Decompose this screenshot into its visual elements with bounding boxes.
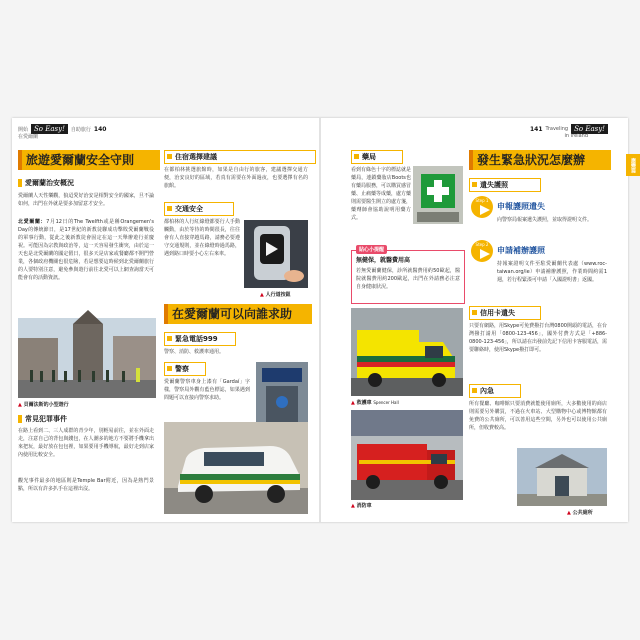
arrow-right-icon	[480, 249, 490, 259]
photo-crosswalk-button	[244, 220, 308, 288]
right-page	[321, 118, 636, 522]
photo-pharmacy-sign	[413, 166, 463, 224]
step-2-badge	[471, 240, 493, 262]
north-ireland-text: 7月12日的The Twelfth或是稱Orangemen's Day的傳統節日，是17世紀的新教徒聯成功擊敗愛爾蘭戰役的軍事行動，從此之後新教徒會固定在這一天舉辦遊行並慶祝。可能因為宗教與政治等，這一天容易發生衝突，由於這一天也是北愛爾蘭的國定假日，很多天是店家或餐廳都不開門營業，各個政府機關也很危險，若是想要這時候到北愛爾蘭旅行的人要特別注意，避免參與遊行前往北愛可以上網查詢當天可能會有的活動資訊。	[18, 219, 154, 281]
step-1-text: 向警察局報案遺失護照，並取得證明文件。	[497, 217, 593, 223]
series-logo: So Easy!	[571, 124, 608, 134]
running-head-sub-right	[565, 133, 588, 139]
step-1-badge	[471, 196, 493, 218]
toilet-paragraph: 所有餐廳、咖啡館只要消費就能使用廁所，大多數使用的商店則需要另外購買，不過在火車站、大型購物中心或博物館都有免費的公共廁所，可以善用這些空間，另外也可以使用公共廁所，但收費較高。	[469, 401, 607, 431]
headline-help: 在愛爾蘭可以向誰求助	[164, 304, 312, 324]
section-title-transport: 交通安全	[164, 202, 234, 216]
headline-safety: 旅遊愛爾蘭安全守則	[18, 150, 160, 170]
pharmacy-sign-illustration	[413, 166, 463, 224]
photo-police-car	[164, 422, 308, 514]
caption-ambulance-text: 救護車	[356, 400, 372, 406]
series-label: 自助旅行	[70, 126, 91, 133]
photo-public-toilet	[517, 448, 607, 506]
step-2-text: 持報案證明文件至駐愛爾蘭代表處（www.roc-taiwan.org/ie）申請補辦護照，作業時間約需1週，若行程緊湊可申請「入國證明書」返國。	[497, 261, 607, 283]
chapter-tab[interactable]: 應變篇	[626, 154, 640, 176]
headline-emergency: 發生緊急狀況怎麼辦	[469, 150, 611, 170]
crosswalk-button-illustration	[244, 220, 308, 288]
left-page	[12, 118, 319, 522]
step-1-title: 申報護照遺失	[497, 202, 545, 211]
north-ireland-lead: 北愛爾蘭：	[18, 219, 47, 225]
section-title-incident: 常見犯罪事件	[18, 414, 67, 424]
safety-paragraph-1: 愛爾蘭人天性樂觀，狼迢愛好治安是相對安全的國家，旦不論如何，出門在外就是要多加留意才安全。	[18, 193, 154, 207]
page-number: 141	[529, 125, 543, 133]
pharmacy-paragraph: 看到有綠色十字的標誌就是藥局，連鎖藥妝店Boots也有藥局服務，可以購買感冒藥、止痛藥等成藥，處方藥則需要醫生開立的處方箋，藥劑師會協助說明用藥方式。	[351, 167, 412, 221]
tip-text: 若無愛爾蘭健保，診所就醫費用約50歐起，醫院就醫費用約200歐起，出門在外請務必注意自身健康狀況。	[356, 268, 460, 290]
firetruck-illustration	[351, 410, 463, 500]
page-number: 140	[93, 125, 107, 133]
safety-paragraph-2	[18, 218, 154, 314]
section-title-lodging: 住宿選擇建議	[164, 150, 316, 164]
series-sublabel: in Ireland	[564, 133, 588, 139]
series-logo: So Easy!	[31, 124, 68, 134]
photo-firetruck	[351, 410, 463, 500]
step-1-label: Step 1	[475, 198, 489, 203]
book-spread	[12, 118, 636, 522]
ambulance-illustration	[351, 308, 463, 396]
tip-tag: 貼心小提醒	[356, 245, 387, 254]
running-head-sub	[18, 133, 38, 140]
tip-box	[351, 247, 465, 304]
lodging-paragraph: 在都柏林挑選旅館時，如果是自由行的旅客，建議選擇交通方便，治安良好的區域，若真有需要在外面過夜，也要選擇有名的旅館。	[164, 167, 308, 189]
police-paragraph: 愛爾蘭警察車身上漆有「Gardaí」字樣，警察局外觀有藍色標誌，如果遇到問題可以直接向警察求助。	[164, 379, 250, 401]
caption-firetruck: ▲ 消防車	[351, 502, 372, 509]
incident-paragraph-1: 在路上看到二、三人成群的青少年，別輕易前往，並在外面走走，注意自己的背包與錢包，在人潮多的地方不要將手機拿出來把玩，最好放在包包裡，如果要用手機導航，最好走到店家內使用比較安全。	[18, 428, 154, 458]
series-sublabel: 在愛爾蘭	[18, 134, 39, 140]
caption-button: ▲ 人行道按鈕	[260, 291, 291, 298]
series-label: Traveling	[545, 126, 569, 132]
police-car-illustration	[164, 422, 308, 514]
section-title-safety: 愛爾蘭治安概況	[18, 178, 74, 188]
tip-title: 無健保，就醫費用高	[356, 257, 411, 264]
step-2-title: 申請補辦護照	[497, 246, 545, 255]
card-paragraph: 只要有網路，用Skype可免費撥打台灣0800開頭的電話，在台灣撥打請用「0800-123-456」，國外付費方式是「+886-0800-123-456」，所以請在出發前先記下信用卡客服電話，需要聯絡時，使用Skype撥打即可。	[469, 323, 607, 353]
caption-ambulance	[351, 399, 399, 406]
caption-ambulance-credit: Spencer Hall	[373, 400, 399, 405]
section-title-police: 警察	[164, 362, 206, 376]
arrow-right-icon	[480, 205, 490, 215]
step-2-label: Step 2	[475, 242, 489, 247]
caption-parade: ▲ 貝爾法斯的小型遊行	[18, 401, 69, 408]
section-title-emergency: 緊急電話999	[164, 332, 236, 346]
section-title-passport: 遺失護照	[469, 178, 541, 192]
photo-parade	[18, 318, 156, 398]
section-title-card: 信用卡遺失	[469, 306, 541, 320]
section-title-toilet: 內急	[469, 384, 521, 398]
emergency-paragraph: 警察、消防、救護車通用。	[164, 349, 225, 355]
incident-paragraph-2: 觀光事件最多的地區則是Temple Bar附近，因為是熱門景點，所以有許多扒手在這裡出沒。	[18, 478, 154, 492]
police-station-illustration	[256, 362, 308, 422]
section-title-pharmacy: 藥局	[351, 150, 403, 164]
public-toilet-illustration	[517, 448, 607, 506]
transport-paragraph: 都柏林的人行紅綠燈都要行人手動觸動，由於等待的時間很長，往往會有人直接穿越馬路，請務必要遵守交通規則，並在綠燈時過馬路，遇到路口時要小心左右來車。	[164, 219, 240, 257]
caption-toilet: ▲ 公共廁所	[567, 509, 593, 516]
page-label: 開始	[18, 126, 29, 133]
parade-illustration	[18, 318, 156, 398]
photo-police-station	[256, 362, 308, 422]
photo-ambulance	[351, 308, 463, 396]
